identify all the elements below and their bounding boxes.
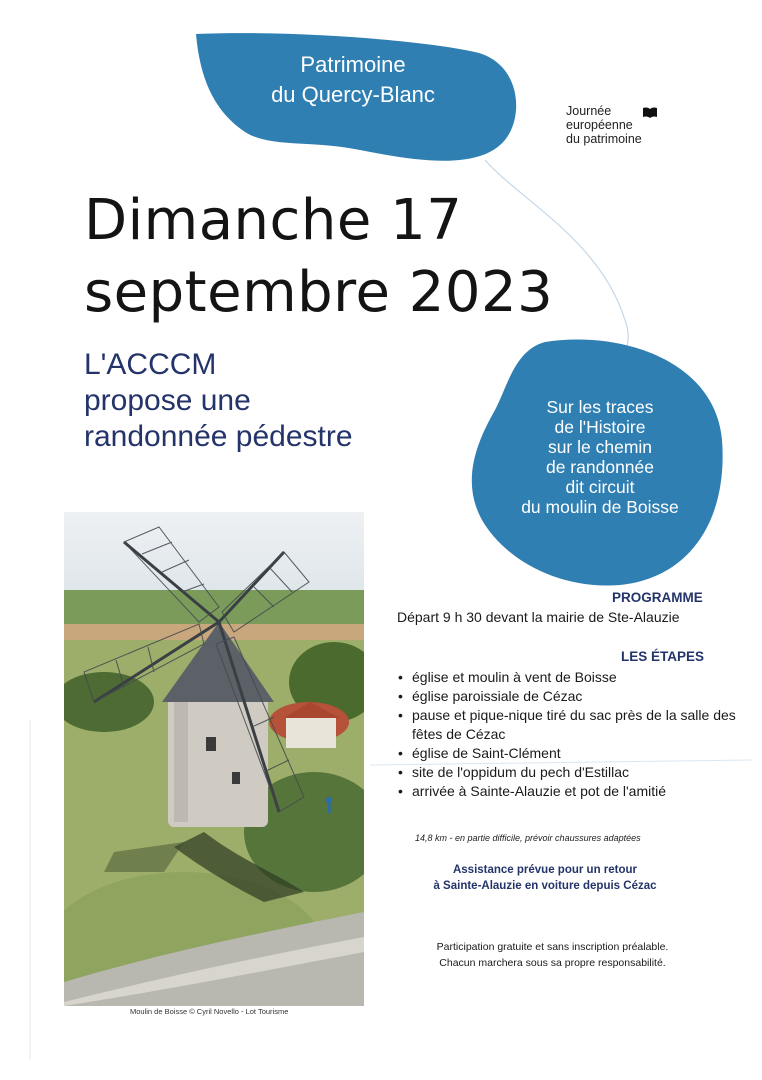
banner: [208, 50, 498, 110]
bubble-line: sur le chemin: [547, 437, 653, 457]
list-item: [397, 687, 737, 706]
bubble-line: de randonnée: [545, 457, 655, 477]
windmill-illustration: [64, 512, 364, 1006]
participation-info: [390, 939, 715, 971]
list-item: [397, 763, 737, 782]
date-line-2: septembre 2023: [84, 260, 554, 325]
stages-list: [397, 668, 737, 801]
stage-label: arrivée à Sainte-Alauzie et pot de l'amitié: [412, 783, 667, 799]
bullet: •: [398, 764, 403, 780]
jep-line-1: Journée: [566, 104, 612, 118]
date-line-1: Dimanche 17: [84, 188, 463, 253]
stage-label: église et moulin à vent de Boisse: [412, 669, 617, 685]
subtitle-line-1: L'ACCCM: [84, 348, 217, 381]
stage-label: site de l'oppidum du pech d'Estillac: [412, 764, 630, 780]
departure-info: Départ 9 h 30 devant la mairie de Ste-Alauzie: [397, 609, 680, 625]
subtitle-line-2: propose une: [84, 384, 251, 417]
assistance-line-2: à Sainte-Alauzie en voiture depuis Cézac: [433, 880, 657, 892]
jep-line-3: du patrimoine: [566, 132, 642, 146]
book-icon: [642, 106, 658, 119]
etapes-title: LES ÉTAPES: [621, 649, 705, 664]
bullet: •: [398, 707, 403, 723]
bubble-line: de l'Histoire: [554, 417, 646, 437]
bubble-text: [480, 397, 720, 517]
bubble-line: Sur les traces: [546, 397, 654, 417]
assistance-info: [380, 862, 710, 894]
jep-label: [566, 104, 642, 146]
banner-line-1: Patrimoine: [300, 52, 406, 77]
bullet: •: [398, 745, 403, 761]
bullet: •: [398, 669, 403, 685]
assistance-line-1: Assistance prévue pour un retour: [452, 864, 638, 876]
programme-title: PROGRAMME: [612, 590, 703, 605]
participation-line-2: Chacun marchera sous sa propre responsabilité.: [439, 957, 666, 969]
photo-caption: Moulin de Boisse © Cyril Novello - Lot Tourisme: [130, 1007, 289, 1016]
distance-note: 14,8 km - en partie difficile, prévoir chaussures adaptées: [415, 833, 641, 843]
bubble-line: dit circuit: [565, 477, 635, 497]
list-item: [397, 668, 737, 687]
list-item: [397, 744, 737, 763]
bullet: •: [398, 688, 403, 704]
subtitle-line-3: randonnée pédestre: [84, 420, 353, 453]
banner-line-2: du Quercy-Blanc: [271, 82, 435, 107]
bubble-line: du moulin de Boisse: [521, 497, 679, 517]
stage-label: église de Saint-Clément: [412, 745, 561, 761]
windmill-photo: [64, 512, 364, 1006]
list-item: [397, 706, 737, 744]
bullet: •: [398, 783, 403, 799]
stage-label: église paroissiale de Cézac: [412, 688, 583, 704]
list-item: [397, 782, 737, 801]
participation-line-1: Participation gratuite et sans inscription préalable.: [436, 941, 669, 953]
stage-label: pause et pique-nique tiré du sac près de la salle des fêtes de Cézac: [412, 707, 736, 742]
jep-line-2: européenne: [566, 118, 633, 132]
